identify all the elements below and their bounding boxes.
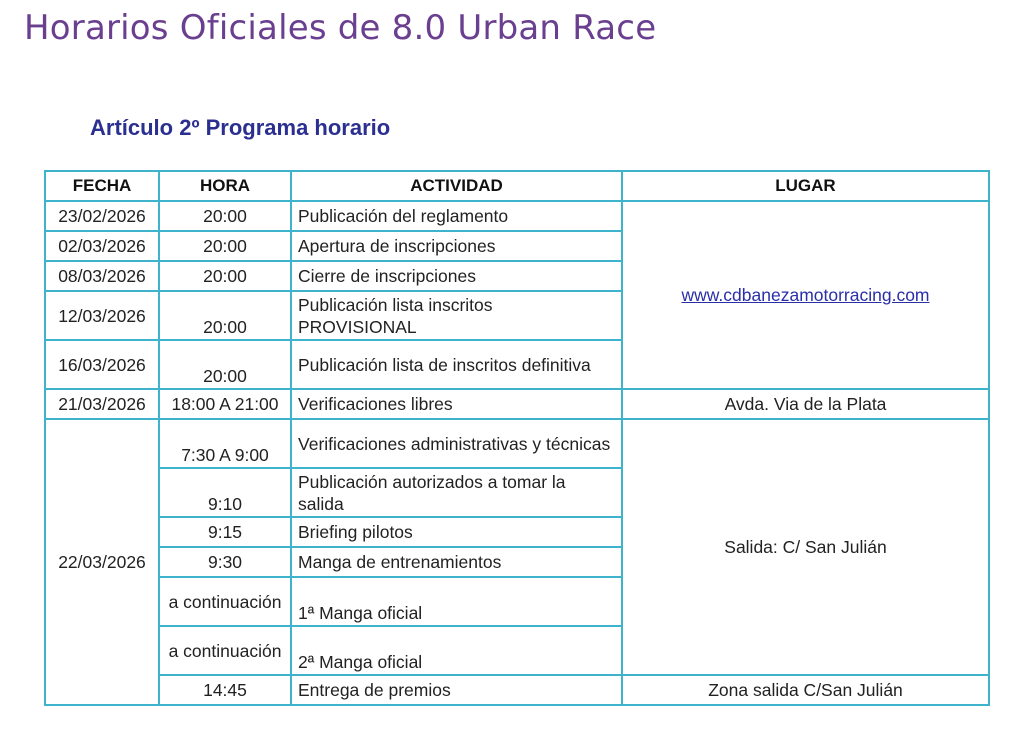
lugar-cell: Zona salida C/San Julián bbox=[622, 675, 989, 705]
table-row bbox=[45, 389, 989, 419]
actividad-cell: Publicación lista inscritos PROVISIONAL bbox=[291, 291, 622, 340]
actividad-cell: Entrega de premios bbox=[291, 675, 622, 705]
actividad-cell: Briefing pilotos bbox=[291, 517, 622, 547]
actividad-cell: Verificaciones administrativas y técnicas bbox=[291, 419, 622, 468]
actividad-cell: Publicación lista de inscritos definitiva bbox=[291, 340, 622, 389]
hora-cell: a continuación bbox=[159, 577, 291, 626]
hora-cell: 9:10 bbox=[159, 468, 291, 517]
header-actividad: ACTIVIDAD bbox=[291, 171, 622, 201]
lugar-cell: Avda. Via de la Plata bbox=[622, 389, 989, 419]
hora-cell: 20:00 bbox=[159, 231, 291, 261]
page-title: Horarios Oficiales de 8.0 Urban Race bbox=[24, 8, 657, 48]
hora-cell: 20:00 bbox=[159, 340, 291, 389]
lugar-cell-web bbox=[622, 201, 989, 389]
header-lugar: LUGAR bbox=[622, 171, 989, 201]
fecha-cell: 08/03/2026 bbox=[45, 261, 159, 291]
table-row bbox=[45, 201, 989, 231]
article-heading: Artículo 2º Programa horario bbox=[90, 115, 391, 140]
fecha-cell: 22/03/2026 bbox=[45, 419, 159, 705]
actividad-cell: Manga de entrenamientos bbox=[291, 547, 622, 577]
fecha-cell: 02/03/2026 bbox=[45, 231, 159, 261]
header-hora: HORA bbox=[159, 171, 291, 201]
fecha-cell: 21/03/2026 bbox=[45, 389, 159, 419]
header-row bbox=[45, 171, 989, 201]
hora-cell: 9:30 bbox=[159, 547, 291, 577]
hora-cell: 18:00 A 21:00 bbox=[159, 389, 291, 419]
hora-cell: 7:30 A 9:00 bbox=[159, 419, 291, 468]
schedule-table bbox=[44, 170, 990, 706]
hora-cell: a continuación bbox=[159, 626, 291, 675]
website-link[interactable]: www.cdbanezamotorracing.com bbox=[681, 285, 930, 305]
header-fecha: FECHA bbox=[45, 171, 159, 201]
hora-cell: 20:00 bbox=[159, 291, 291, 340]
table-row bbox=[45, 675, 989, 705]
actividad-cell: Apertura de inscripciones bbox=[291, 231, 622, 261]
lugar-cell: Salida: C/ San Julián bbox=[622, 419, 989, 675]
hora-cell: 9:15 bbox=[159, 517, 291, 547]
actividad-cell: 2ª Manga oficial bbox=[291, 626, 622, 675]
fecha-cell: 12/03/2026 bbox=[45, 291, 159, 340]
actividad-cell: Publicación autorizados a tomar la salida bbox=[291, 468, 622, 517]
actividad-cell: Cierre de inscripciones bbox=[291, 261, 622, 291]
hora-cell: 20:00 bbox=[159, 261, 291, 291]
actividad-cell: Verificaciones libres bbox=[291, 389, 622, 419]
fecha-cell: 16/03/2026 bbox=[45, 340, 159, 389]
hora-cell: 20:00 bbox=[159, 201, 291, 231]
hora-cell: 14:45 bbox=[159, 675, 291, 705]
actividad-cell: 1ª Manga oficial bbox=[291, 577, 622, 626]
actividad-cell: Publicación del reglamento bbox=[291, 201, 622, 231]
table-row bbox=[45, 419, 989, 468]
fecha-cell: 23/02/2026 bbox=[45, 201, 159, 231]
